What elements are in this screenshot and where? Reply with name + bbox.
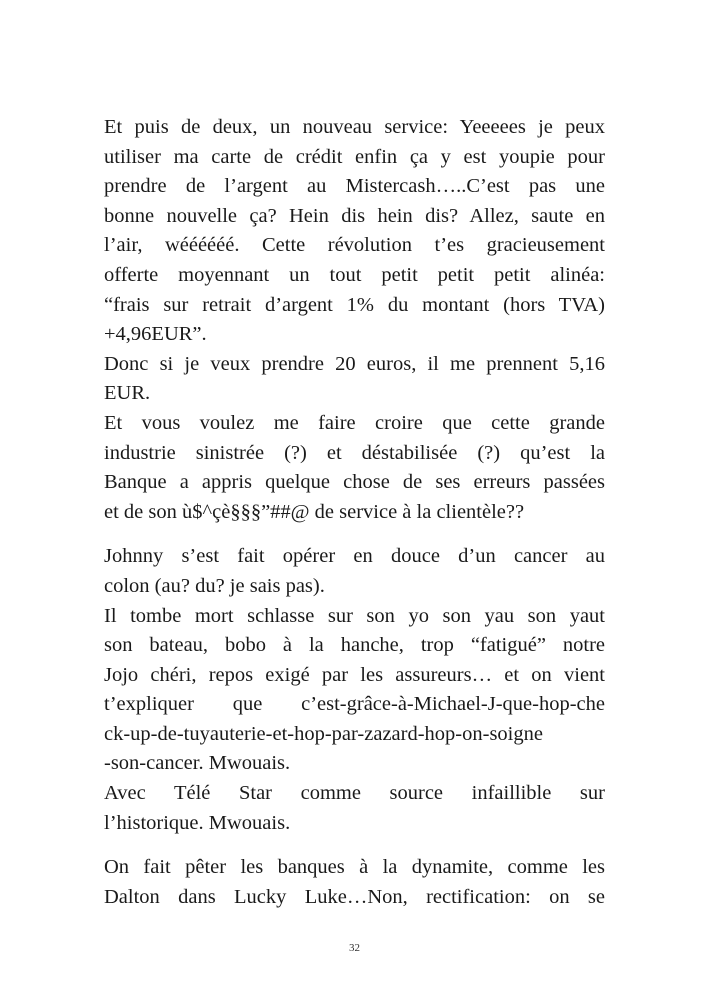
text-line: On fait pêter les banques à la dynamite, comme les <box>104 856 605 879</box>
paragraph-gap <box>104 838 605 853</box>
page-number: 32 <box>349 942 360 954</box>
text-line: Dalton dans Lucky Luke…Non, rectification: on se <box>104 885 605 908</box>
text-line: bonne nouvelle ça? Hein dis hein dis? Allez, saute en <box>104 204 605 227</box>
text-line: Donc si je veux prendre 20 euros, il me prennent 5,16 <box>104 352 605 375</box>
paragraph-3 <box>104 853 605 912</box>
text-line: -son-cancer. Mwouais. <box>104 752 291 775</box>
text-line: utiliser ma carte de crédit enfin ça y est youpie pour <box>104 145 605 168</box>
text-line: +4,96EUR”. <box>104 323 207 346</box>
text-line: Et puis de deux, un nouveau service: Yeeeees je peux <box>104 116 605 138</box>
text-line: offerte moyennant un tout petit petit petit alinéa: <box>104 263 605 286</box>
text-line: t’expliquer que c’est-grâce-à-Michael-J-que-hop-che <box>104 693 605 716</box>
text-line: colon (au? du? je sais pas). <box>104 574 325 597</box>
text-line: prendre de l’argent au Mistercash…..C’est pas une <box>104 175 605 198</box>
text-line: Il tombe mort schlasse sur son yo son yau son yaut <box>104 604 605 627</box>
text-line: et de son ù$^çè§§§”##@ de service à la clientèle?? <box>104 500 525 523</box>
text-line: Johnny s’est fait opérer en douce d’un cancer au <box>104 545 605 568</box>
text-line: son bateau, bobo à la hanche, trop “fatigué” notre <box>104 634 605 657</box>
page-body <box>104 113 605 912</box>
paragraph-1 <box>104 113 605 527</box>
paragraph-gap <box>104 527 605 542</box>
text-line: Et vous voulez me faire croire que cette grande <box>104 411 605 434</box>
text-line: Banque a appris quelque chose de ses erreurs passées <box>104 471 605 494</box>
text-line: industrie sinistrée (?) et déstabilisée (?) qu’est la <box>104 441 605 464</box>
text-line: l’air, wéééééé. Cette révolution t’es gracieusement <box>104 234 605 257</box>
text-line: Jojo chéri, repos exigé par les assureurs… et on vient <box>104 663 605 686</box>
text-line: EUR. <box>104 382 151 405</box>
paragraph-2 <box>104 542 605 838</box>
text-line: “frais sur retrait d’argent 1% du montant (hors TVA) <box>104 293 605 316</box>
text-line: Avec Télé Star comme source infaillible sur <box>104 782 605 805</box>
text-line: l’historique. Mwouais. <box>104 811 291 834</box>
text-line: ck-up-de-tuyauterie-et-hop-par-zazard-hop-on-soigne <box>104 722 543 745</box>
